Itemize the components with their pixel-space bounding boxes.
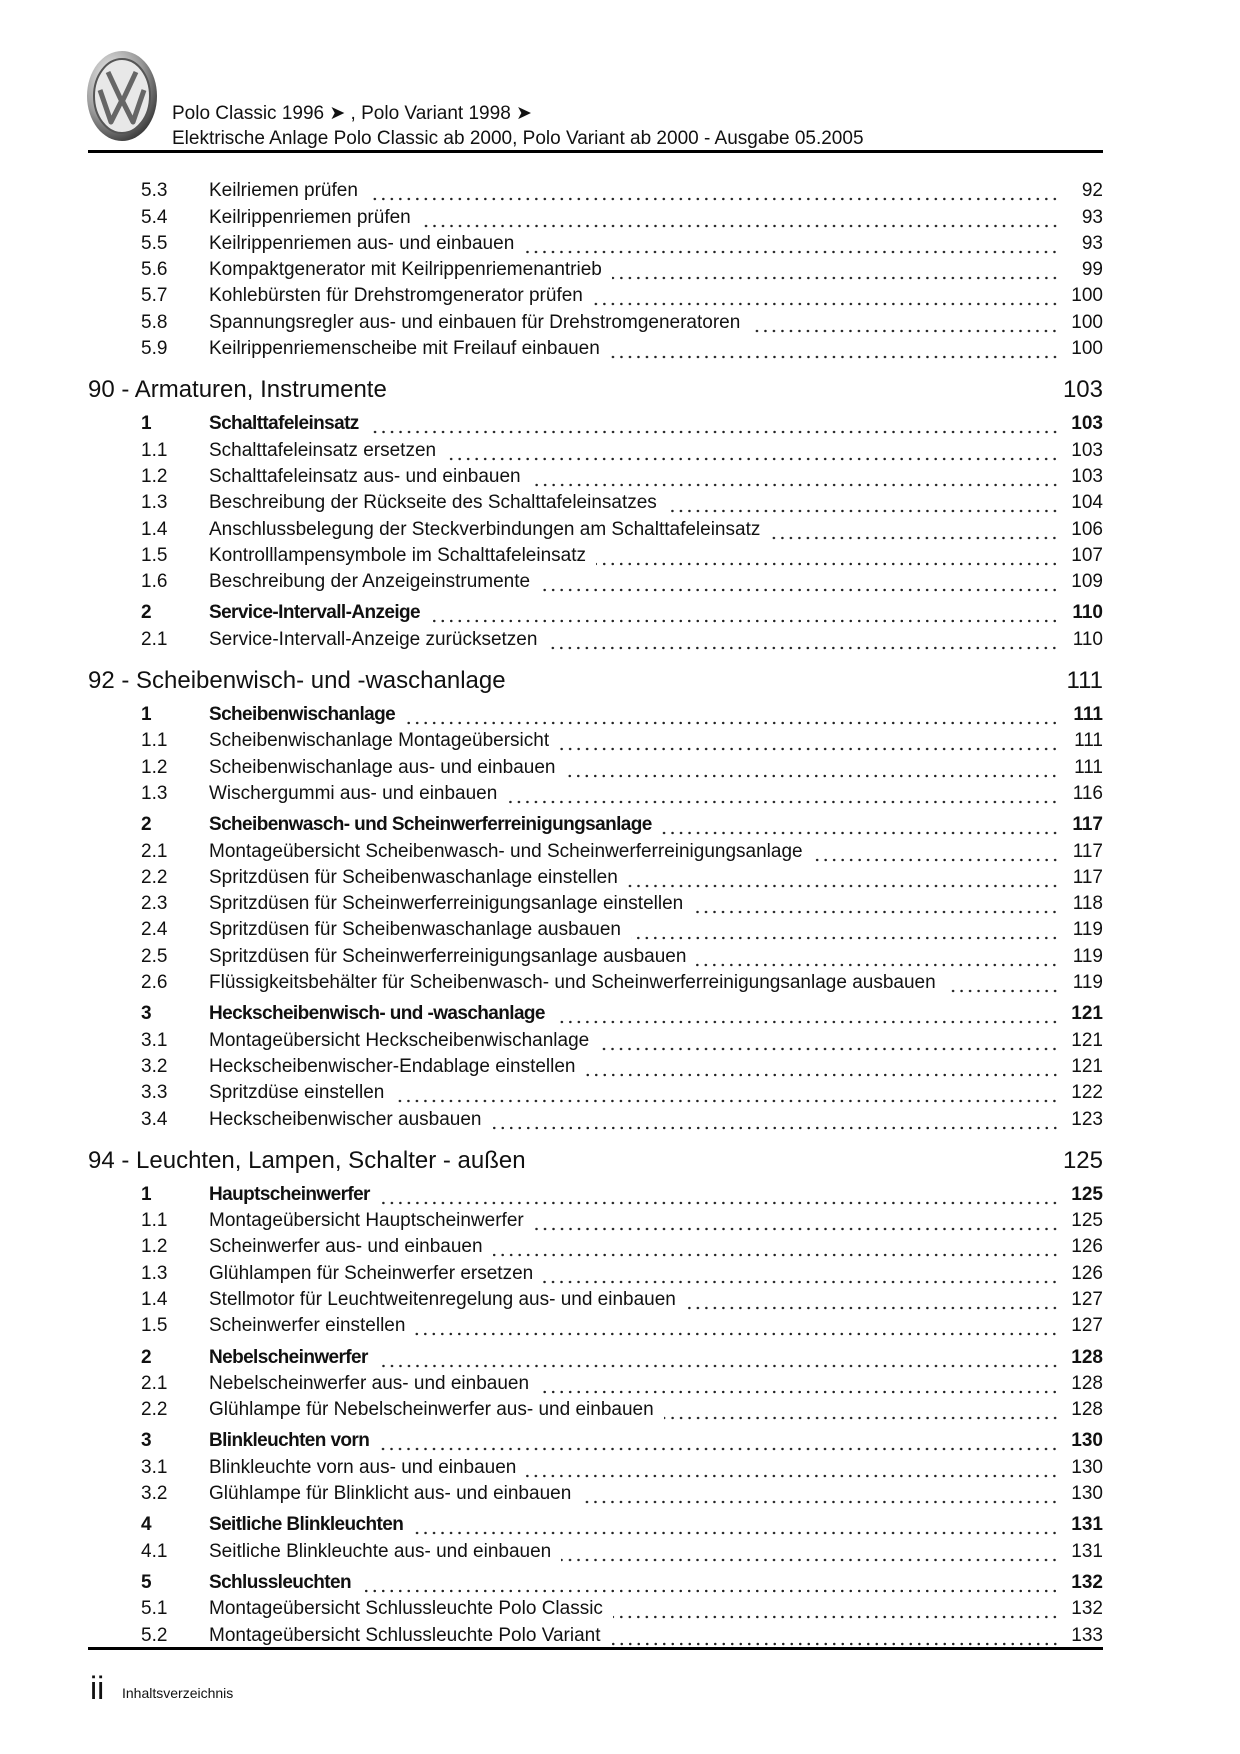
entry-page: 117 xyxy=(1072,840,1103,862)
dot-leader xyxy=(540,571,1059,593)
entry-page: 127 xyxy=(1071,1288,1103,1310)
dot-leader xyxy=(378,1347,1059,1369)
toc-sub-entry[interactable] xyxy=(88,836,1103,862)
toc-section-entry[interactable] xyxy=(88,1426,1103,1452)
entry-number: 2 xyxy=(141,814,151,836)
header-rule xyxy=(88,150,1103,153)
dot-leader xyxy=(534,1210,1059,1232)
dot-leader xyxy=(770,519,1059,541)
entry-page: 110 xyxy=(1072,602,1103,624)
entry-title: Montageübersicht Heckscheibenwischanlage xyxy=(209,1029,590,1051)
entry-page: 92 xyxy=(1081,180,1103,202)
entry-number: 2.4 xyxy=(141,919,168,941)
entry-title: Scheinwerfer einstellen xyxy=(209,1315,406,1337)
entry-number: 3 xyxy=(141,1003,151,1025)
entry-title: Kontrolllampensymbole im Schalttafeleinsatz xyxy=(209,544,587,566)
entry-number: 5.9 xyxy=(141,338,168,360)
entry-number: 2 xyxy=(141,1346,151,1368)
dot-leader xyxy=(493,1236,1059,1258)
entry-number: 2.1 xyxy=(141,840,168,862)
dot-leader xyxy=(536,1153,1061,1175)
entry-title: Montageübersicht Schlussleuchte Polo Variant xyxy=(209,1624,601,1646)
header-model-line: Polo Classic 1996 ➤ , Polo Variant 1998 ➤ xyxy=(172,103,532,124)
dot-leader xyxy=(516,673,1065,695)
entry-number: 1.4 xyxy=(141,1288,168,1310)
dot-leader xyxy=(405,704,1059,726)
entry-page: 111 xyxy=(1074,756,1103,778)
toc-section-entry[interactable] xyxy=(88,1180,1103,1206)
toc-chapter-entry[interactable] xyxy=(88,663,1103,695)
entry-title: Scheibenwischanlage Montageübersicht xyxy=(209,730,550,752)
entry-number: 1 xyxy=(141,704,151,726)
entry-page: 110 xyxy=(1072,628,1103,650)
toc-sub-entry[interactable] xyxy=(88,176,1103,202)
dot-leader xyxy=(631,919,1059,941)
dot-leader xyxy=(813,841,1059,863)
entry-title: Schalttafeleinsatz aus- und einbauen xyxy=(209,465,521,487)
entry-page: 93 xyxy=(1081,232,1103,254)
dot-leader xyxy=(368,180,1059,202)
dot-leader xyxy=(667,492,1059,514)
dot-leader xyxy=(561,1541,1059,1563)
dot-leader xyxy=(610,338,1059,360)
entry-title: Spritzdüsen für Scheibenwaschanlage einstellen xyxy=(209,866,618,888)
toc-sub-entry[interactable] xyxy=(88,567,1103,593)
entry-number: 5.2 xyxy=(141,1624,168,1646)
dot-leader xyxy=(369,413,1059,435)
footer-page-number: ii xyxy=(90,1670,105,1706)
entry-title: Glühlampe für Nebelscheinwerfer aus- und einbauen xyxy=(209,1399,654,1421)
toc-sub-entry[interactable] xyxy=(88,229,1103,255)
entry-page: 116 xyxy=(1072,782,1103,804)
header-document-title: Elektrische Anlage Polo Classic ab 2000, Polo Variant ab 2000 - Ausgabe 05.2005 xyxy=(172,128,864,149)
entry-page: 131 xyxy=(1071,1514,1103,1536)
entry-number: 3.2 xyxy=(141,1055,168,1077)
entry-number: 3.3 xyxy=(141,1082,168,1104)
entry-title: 92 - Scheibenwisch- und -waschanlage xyxy=(88,666,506,694)
toc-sub-entry[interactable] xyxy=(88,889,1103,915)
entry-page: 126 xyxy=(1071,1236,1103,1258)
toc-section-entry[interactable] xyxy=(88,598,1103,624)
dot-leader xyxy=(611,1625,1060,1647)
entry-title: Keilrippenriemen prüfen xyxy=(209,206,411,228)
toc-sub-entry[interactable] xyxy=(88,624,1103,650)
entry-title: 94 - Leuchten, Lampen, Schalter - außen xyxy=(88,1146,526,1174)
toc-sub-entry[interactable] xyxy=(88,1395,1103,1421)
toc-section-entry[interactable] xyxy=(88,999,1103,1025)
entry-number: 1.4 xyxy=(141,518,168,540)
entry-title: Spritzdüsen für Scheinwerferreinigungsanlage ausbauen xyxy=(209,945,687,967)
entry-number: 5.7 xyxy=(141,285,168,307)
dot-leader xyxy=(559,730,1059,752)
entry-title: Schalttafeleinsatz xyxy=(209,413,359,435)
toc-sub-entry[interactable] xyxy=(88,435,1103,461)
entry-number: 5.3 xyxy=(141,180,168,202)
dot-leader xyxy=(446,440,1059,462)
entry-number: 1.1 xyxy=(141,1210,168,1232)
entry-number: 2.2 xyxy=(141,866,168,888)
entry-page: 107 xyxy=(1071,544,1103,566)
entry-number: 1.3 xyxy=(141,782,168,804)
toc-sub-entry[interactable] xyxy=(88,915,1103,941)
toc-sub-entry[interactable] xyxy=(88,1258,1103,1284)
toc-sub-entry[interactable] xyxy=(88,202,1103,228)
entry-number: 2.3 xyxy=(141,893,168,915)
toc-sub-entry[interactable] xyxy=(88,779,1103,805)
entry-page: 130 xyxy=(1071,1456,1103,1478)
toc-sub-entry[interactable] xyxy=(88,1594,1103,1620)
entry-page: 111 xyxy=(1073,704,1103,726)
entry-number: 5.5 xyxy=(141,232,168,254)
entry-number: 2.1 xyxy=(141,628,168,650)
dot-leader xyxy=(415,1315,1059,1337)
entry-title: Keilrippenriemenscheibe mit Freilauf einbauen xyxy=(209,338,600,360)
entry-title: Kompaktgenerator mit Keilrippenriemenantrieb xyxy=(209,259,602,281)
entry-page: 117 xyxy=(1072,814,1103,836)
dot-leader xyxy=(379,1430,1059,1452)
entry-page: 103 xyxy=(1062,376,1103,404)
toc-sub-entry[interactable] xyxy=(88,1078,1103,1104)
entry-page: 121 xyxy=(1071,1055,1103,1077)
entry-page: 130 xyxy=(1071,1483,1103,1505)
entry-page: 106 xyxy=(1071,518,1103,540)
dot-leader xyxy=(613,1598,1059,1620)
dot-leader xyxy=(599,1030,1059,1052)
entry-page: 109 xyxy=(1071,571,1103,593)
dot-leader xyxy=(531,466,1059,488)
entry-title: Stellmotor für Leuchtweitenregelung aus- und einbauen xyxy=(209,1288,676,1310)
toc-sub-entry[interactable] xyxy=(88,1536,1103,1562)
entry-title: Blinkleuchte vorn aus- und einbauen xyxy=(209,1456,517,1478)
entry-page: 103 xyxy=(1071,465,1103,487)
toc-sub-entry[interactable] xyxy=(88,726,1103,752)
entry-page: 126 xyxy=(1071,1262,1103,1284)
entry-title: Spannungsregler aus- und einbauen für Drehstromgeneratoren xyxy=(209,311,741,333)
entry-title: Heckscheibenwischer-Endablage einstellen xyxy=(209,1055,576,1077)
entry-title: Montageübersicht Hauptscheinwerfer xyxy=(209,1210,524,1232)
entry-number: 3.4 xyxy=(141,1108,168,1130)
entry-page: 111 xyxy=(1074,730,1103,752)
toc-sub-entry[interactable] xyxy=(88,1620,1103,1646)
dot-leader xyxy=(547,629,1059,651)
entry-number: 2 xyxy=(141,602,151,624)
toc-sub-entry[interactable] xyxy=(88,1479,1103,1505)
toc-sub-entry[interactable] xyxy=(88,1025,1103,1051)
toc-sub-entry[interactable] xyxy=(88,541,1103,567)
entry-title: Service-Intervall-Anzeige zurücksetzen xyxy=(209,628,538,650)
entry-page: 130 xyxy=(1071,1430,1103,1452)
entry-page: 133 xyxy=(1071,1624,1103,1646)
toc-chapter-entry[interactable] xyxy=(88,372,1103,404)
toc-sub-entry[interactable] xyxy=(88,1285,1103,1311)
entry-number: 1 xyxy=(141,1183,151,1205)
entry-title: Wischergummi aus- und einbauen xyxy=(209,782,498,804)
entry-page: 128 xyxy=(1071,1399,1103,1421)
entry-number: 1.5 xyxy=(141,1315,168,1337)
entry-number: 2.1 xyxy=(141,1372,168,1394)
entry-page: 125 xyxy=(1071,1183,1103,1205)
entry-number: 3.1 xyxy=(141,1029,168,1051)
entry-title: Montageübersicht Schlussleuchte Polo Classic xyxy=(209,1598,603,1620)
dot-leader xyxy=(380,1184,1059,1206)
toc-sub-entry[interactable] xyxy=(88,941,1103,967)
entry-title: Seitliche Blinkleuchte aus- und einbauen xyxy=(209,1540,552,1562)
dot-leader xyxy=(421,207,1059,229)
toc-section-entry[interactable] xyxy=(88,1510,1103,1536)
dot-leader xyxy=(430,602,1059,624)
table-of-contents xyxy=(88,176,1103,1647)
entry-title: Nebelscheinwerfer aus- und einbauen xyxy=(209,1372,530,1394)
entry-title: Flüssigkeitsbehälter für Scheibenwasch- und Scheinwerferreinigungsanlage ausbauen xyxy=(209,972,936,994)
entry-title: Blinkleuchten vorn xyxy=(209,1430,370,1452)
toc-section-entry[interactable] xyxy=(88,700,1103,726)
entry-number: 1.3 xyxy=(141,492,168,514)
toc-sub-entry[interactable] xyxy=(88,334,1103,360)
entry-page: 118 xyxy=(1072,893,1103,915)
entry-page: 121 xyxy=(1071,1003,1103,1025)
entry-number: 1.5 xyxy=(141,544,168,566)
entry-page: 121 xyxy=(1071,1029,1103,1051)
toc-sub-entry[interactable] xyxy=(88,255,1103,281)
entry-title: Nebelscheinwerfer xyxy=(209,1346,368,1368)
dot-leader xyxy=(946,972,1059,994)
entry-page: 104 xyxy=(1071,492,1103,514)
entry-title: Glühlampen für Scheinwerfer ersetzen xyxy=(209,1262,534,1284)
entry-number: 5.6 xyxy=(141,259,168,281)
entry-number: 2.5 xyxy=(141,945,168,967)
entry-page: 125 xyxy=(1062,1146,1103,1174)
entry-number: 2.2 xyxy=(141,1399,168,1421)
entry-title: Scheinwerfer aus- und einbauen xyxy=(209,1236,483,1258)
entry-number: 1.3 xyxy=(141,1262,168,1284)
entry-page: 131 xyxy=(1071,1540,1103,1562)
entry-title: Keilrippenriemen aus- und einbauen xyxy=(209,232,515,254)
entry-page: 99 xyxy=(1081,259,1103,281)
dot-leader xyxy=(750,312,1059,334)
entry-title: Scheibenwasch- und Scheinwerferreinigungsanlage xyxy=(209,814,652,836)
entry-title: Schlussleuchten xyxy=(209,1571,351,1593)
dot-leader xyxy=(526,1457,1059,1479)
entry-number: 5.4 xyxy=(141,206,168,228)
entry-number: 1.2 xyxy=(141,465,168,487)
toc-sub-entry[interactable] xyxy=(88,488,1103,514)
entry-title: Heckscheibenwisch- und -waschanlage xyxy=(209,1003,545,1025)
dot-leader xyxy=(693,893,1059,915)
toc-sub-entry[interactable] xyxy=(88,1311,1103,1337)
toc-sub-entry[interactable] xyxy=(88,1369,1103,1395)
toc-sub-entry[interactable] xyxy=(88,514,1103,540)
dot-leader xyxy=(696,946,1059,968)
toc-sub-entry[interactable] xyxy=(88,1232,1103,1258)
entry-number: 1.6 xyxy=(141,571,168,593)
entry-page: 127 xyxy=(1071,1315,1103,1337)
toc-sub-entry[interactable] xyxy=(88,1052,1103,1078)
entry-page: 111 xyxy=(1066,666,1103,694)
entry-page: 93 xyxy=(1081,206,1103,228)
entry-number: 1.2 xyxy=(141,756,168,778)
toc-section-entry[interactable] xyxy=(88,810,1103,836)
entry-title: Montageübersicht Scheibenwasch- und Scheinwerferreinigungsanlage xyxy=(209,840,803,862)
dot-leader xyxy=(565,757,1059,779)
footer-label: Inhaltsverzeichnis xyxy=(122,1685,234,1701)
entry-title: Scheibenwischanlage xyxy=(209,704,396,726)
entry-number: 3.1 xyxy=(141,1456,168,1478)
entry-title: 90 - Armaturen, Instrumente xyxy=(88,376,387,404)
toc-sub-entry[interactable] xyxy=(88,462,1103,488)
entry-number: 5.8 xyxy=(141,311,168,333)
toc-sub-entry[interactable] xyxy=(88,1452,1103,1478)
entry-title: Glühlampe für Blinklicht aus- und einbauen xyxy=(209,1483,572,1505)
dot-leader xyxy=(612,259,1059,281)
entry-title: Spritzdüsen für Scheinwerferreinigungsanlage einstellen xyxy=(209,893,684,915)
entry-title: Spritzdüsen für Scheibenwaschanlage ausbauen xyxy=(209,919,621,941)
toc-section-entry[interactable] xyxy=(88,1568,1103,1594)
entry-title: Keilriemen prüfen xyxy=(209,180,358,202)
entry-title: Beschreibung der Rückseite des Schalttafeleinsatzes xyxy=(209,492,657,514)
dot-leader xyxy=(524,233,1059,255)
entry-number: 3.2 xyxy=(141,1483,168,1505)
entry-page: 103 xyxy=(1071,439,1103,461)
toc-sub-entry[interactable] xyxy=(88,1206,1103,1232)
entry-title: Scheibenwischanlage aus- und einbauen xyxy=(209,756,556,778)
entry-title: Anschlussbelegung der Steckverbindungen am Schalttafeleinsatz xyxy=(209,518,761,540)
entry-number: 1.2 xyxy=(141,1236,168,1258)
dot-leader xyxy=(397,382,1061,404)
entry-title: Beschreibung der Anzeigeinstrumente xyxy=(209,571,531,593)
dot-leader xyxy=(628,867,1059,889)
toc-sub-entry[interactable] xyxy=(88,752,1103,778)
dot-leader xyxy=(555,1003,1059,1025)
dot-leader xyxy=(596,545,1059,567)
dot-leader xyxy=(361,1572,1059,1594)
entry-page: 117 xyxy=(1072,866,1103,888)
entry-page: 119 xyxy=(1072,919,1103,941)
entry-title: Hauptscheinwerfer xyxy=(209,1183,370,1205)
toc-sub-entry[interactable] xyxy=(88,1104,1103,1130)
toc-sub-entry[interactable] xyxy=(88,968,1103,994)
toc-section-entry[interactable] xyxy=(88,1342,1103,1368)
entry-page: 128 xyxy=(1071,1346,1103,1368)
entry-page: 128 xyxy=(1071,1372,1103,1394)
entry-page: 123 xyxy=(1071,1108,1103,1130)
toc-sub-entry[interactable] xyxy=(88,307,1103,333)
entry-page: 103 xyxy=(1071,413,1103,435)
toc-sub-entry[interactable] xyxy=(88,863,1103,889)
entry-title: Service-Intervall-Anzeige xyxy=(209,602,420,624)
entry-page: 100 xyxy=(1071,311,1103,333)
entry-page: 132 xyxy=(1071,1571,1103,1593)
dot-leader xyxy=(507,783,1059,805)
dot-leader xyxy=(492,1109,1060,1131)
entry-number: 4 xyxy=(141,1514,151,1536)
toc-section-entry[interactable] xyxy=(88,409,1103,435)
entry-page: 119 xyxy=(1072,945,1103,967)
vw-logo xyxy=(86,50,158,142)
entry-number: 1 xyxy=(141,413,151,435)
dot-leader xyxy=(686,1289,1059,1311)
dot-leader xyxy=(581,1483,1059,1505)
entry-page: 100 xyxy=(1071,338,1103,360)
entry-title: Seitliche Blinkleuchten xyxy=(209,1514,404,1536)
entry-page: 125 xyxy=(1071,1210,1103,1232)
entry-number: 2.6 xyxy=(141,972,168,994)
entry-page: 132 xyxy=(1071,1598,1103,1620)
entry-number: 5.1 xyxy=(141,1598,168,1620)
dot-leader xyxy=(543,1263,1059,1285)
dot-leader xyxy=(586,1056,1060,1078)
entry-page: 122 xyxy=(1071,1082,1103,1104)
entry-title: Schalttafeleinsatz ersetzen xyxy=(209,439,437,461)
toc-sub-entry[interactable] xyxy=(88,281,1103,307)
entry-number: 5 xyxy=(141,1571,151,1593)
footer-rule xyxy=(88,1647,1103,1650)
entry-number: 1.1 xyxy=(141,730,168,752)
dot-leader xyxy=(662,814,1059,836)
entry-title: Heckscheibenwischer ausbauen xyxy=(209,1108,482,1130)
entry-page: 119 xyxy=(1072,972,1103,994)
dot-leader xyxy=(593,285,1059,307)
entry-number: 3 xyxy=(141,1430,151,1452)
entry-page: 100 xyxy=(1071,285,1103,307)
dot-leader xyxy=(394,1082,1059,1104)
entry-title: Spritzdüse einstellen xyxy=(209,1082,385,1104)
entry-title: Kohlebürsten für Drehstromgenerator prüfen xyxy=(209,285,583,307)
toc-chapter-entry[interactable] xyxy=(88,1143,1103,1175)
entry-number: 1.1 xyxy=(141,439,168,461)
dot-leader xyxy=(664,1399,1059,1421)
dot-leader xyxy=(539,1373,1059,1395)
dot-leader xyxy=(413,1514,1059,1536)
entry-number: 4.1 xyxy=(141,1540,168,1562)
